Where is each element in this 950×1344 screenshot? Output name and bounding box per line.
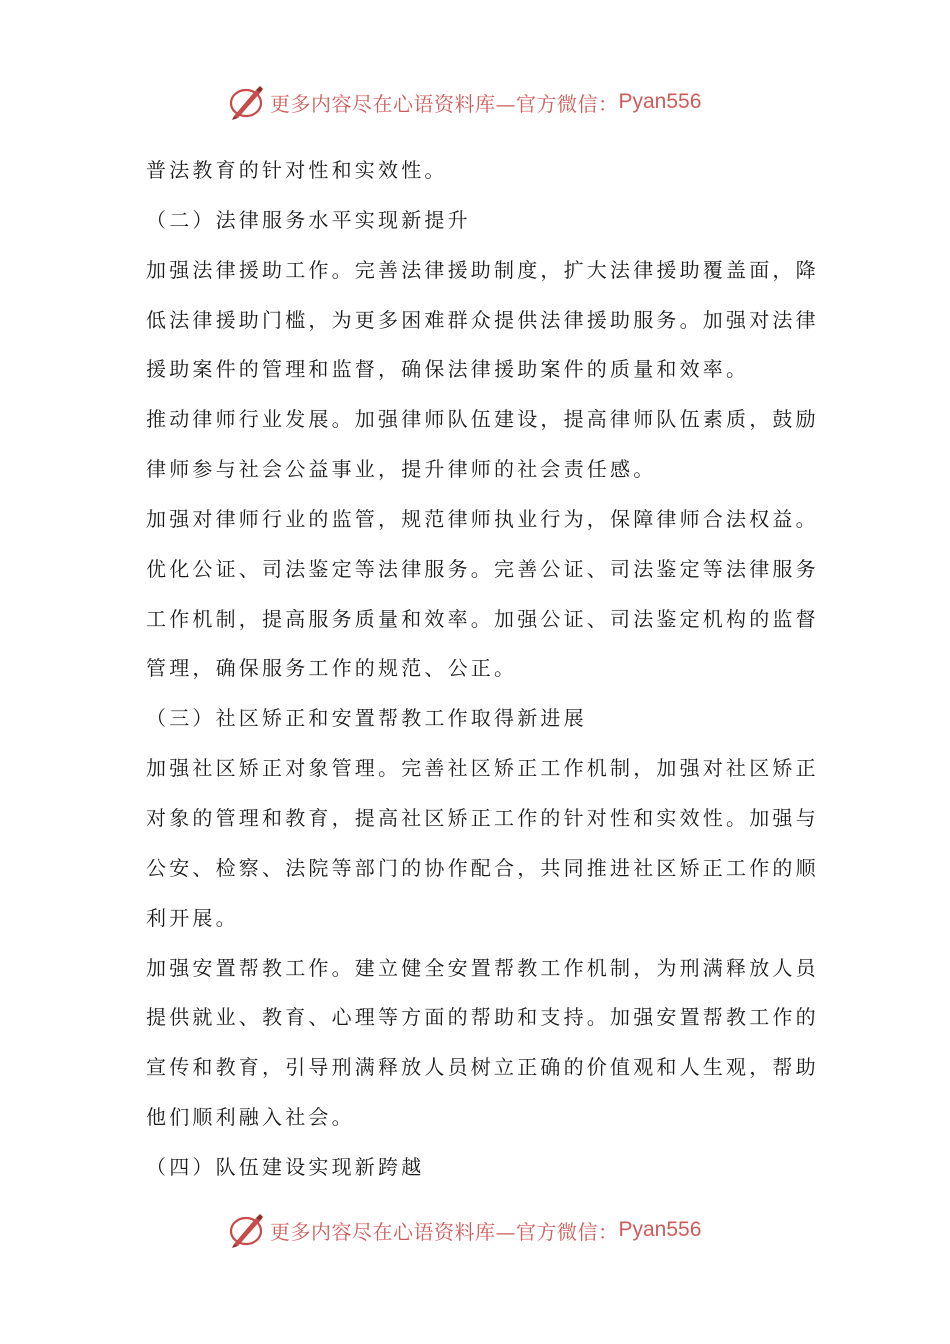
body-line: 普法教育的针对性和实效性。: [146, 158, 448, 182]
header-banner-id: Pyan556: [618, 90, 702, 113]
body-line: 加强法律援助工作。完善法律援助制度，扩大法律援助覆盖面，降: [146, 257, 819, 282]
body-line: 对象的管理和教育，提高社区矫正工作的针对性和实效性。加强与: [146, 805, 819, 830]
footer-banner-text: 更多内容尽在心语资料库—官方微信：: [270, 1219, 619, 1244]
body-line: 提供就业、教育、心理等方面的帮助和支持。加强安置帮教工作的: [146, 1005, 819, 1030]
body-line: 宣传和教育，引导刑满释放人员树立正确的价值观和人生观，帮助: [146, 1055, 819, 1080]
footer-banner-id: Pyan556: [618, 1218, 702, 1241]
body-line: 低法律援助门槛，为更多困难群众提供法律援助服务。加强对法律: [146, 307, 819, 332]
body-line: 他们顺利融入社会。: [146, 1105, 355, 1130]
body-line: 工作机制，提高服务质量和效率。加强公证、司法鉴定机构的监督: [146, 606, 819, 631]
pen-logo-icon: [226, 82, 266, 122]
body-line: 加强安置帮教工作。建立健全安置帮教工作机制，为刑满释放人员: [146, 955, 819, 980]
footer-banner: [226, 1208, 701, 1252]
body-line: 加强对律师行业的监管，规范律师执业行为，保障律师合法权益。: [146, 506, 819, 531]
section-heading: （四）队伍建设实现新跨越: [146, 1154, 425, 1179]
section-heading: （二）法律服务水平实现新提升: [146, 207, 471, 232]
pen-logo-icon: [226, 1210, 266, 1250]
section-heading: （三）社区矫正和安置帮教工作取得新进展: [146, 706, 587, 731]
document-body: [146, 146, 819, 1193]
header-banner: [226, 80, 701, 124]
body-line: 利开展。: [146, 905, 239, 930]
body-line: 援助案件的管理和监督，确保法律援助案件的质量和效率。: [146, 357, 750, 382]
body-line: 管理，确保服务工作的规范、公正。: [146, 656, 518, 681]
body-line: 优化公证、司法鉴定等法律服务。完善公证、司法鉴定等法律服务: [146, 556, 819, 581]
body-line: 律师参与社会公益事业，提升律师的社会责任感。: [146, 457, 657, 482]
body-line: 加强社区矫正对象管理。完善社区矫正工作机制，加强对社区矫正: [146, 756, 819, 781]
body-line: 推动律师行业发展。加强律师队伍建设，提高律师队伍素质，鼓励: [146, 407, 819, 432]
header-banner-text: 更多内容尽在心语资料库—官方微信：: [270, 91, 619, 116]
body-line: 公安、检察、法院等部门的协作配合，共同推进社区矫正工作的顺: [146, 855, 819, 880]
